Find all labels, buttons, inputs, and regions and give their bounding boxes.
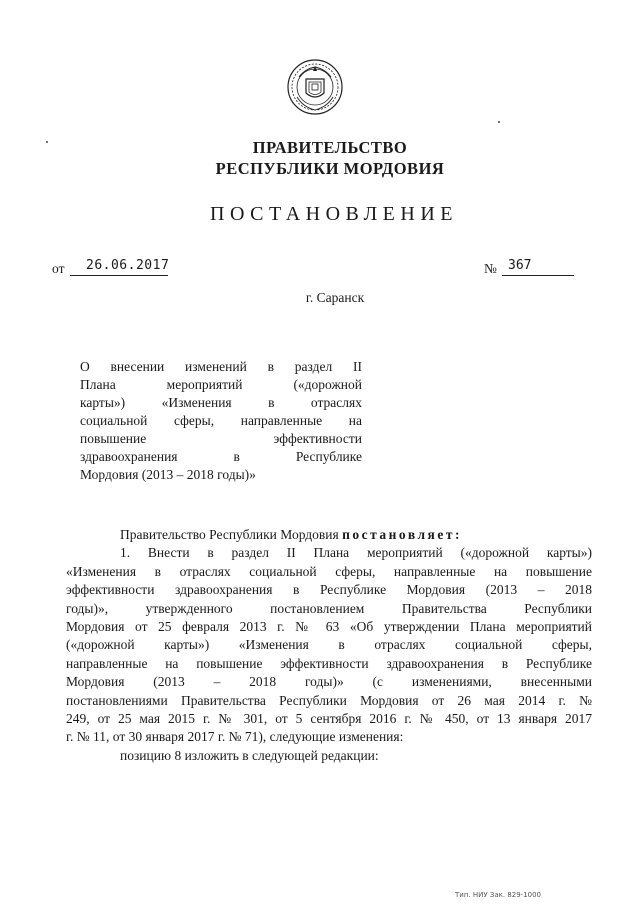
scan-speck: [46, 141, 48, 143]
scan-speck: [498, 121, 500, 123]
subject-line: повышение эффективности: [80, 431, 362, 446]
item1-line: Мордовия (2013 – 2018 годы)» (с изменениями, внесенными: [66, 674, 592, 690]
intro-paragraph: [66, 526, 592, 544]
document-date: 26.06.2017: [86, 258, 170, 273]
item1-line: направленные на повышение эффективности здравоохранения в Республике: [66, 655, 592, 671]
item1-line: г. № 11, от 30 января 2017 г. № 71), следующие изменения:: [66, 729, 404, 745]
item1-line: эффективности здравоохранения в Республике Мордовия (2013 – 2018: [66, 582, 592, 598]
subject-line: Мордовия (2013 – 2018 годы)»: [80, 467, 256, 482]
document-body: [66, 526, 592, 765]
subject-line: карты») «Изменения в отраслях: [80, 395, 362, 410]
subject-line: здравоохранения в Республике: [80, 449, 362, 464]
item1-line: («дорожной карты») «Изменения в отраслях социальной сферы,: [66, 637, 592, 653]
date-underline: [70, 275, 168, 276]
number-prefix: №: [484, 261, 497, 276]
item1-line: Мордовия от 25 февраля 2013 г. № 63 «Об утверждении Плана мероприятий: [66, 619, 592, 635]
city: г. Саранск: [305, 290, 365, 305]
document-type-title: ПОСТАНОВЛЕНИЕ: [210, 203, 458, 225]
government-title-line1: ПРАВИТЕЛЬСТВО: [252, 138, 408, 157]
subject-line: О внесении изменений в раздел II: [80, 359, 362, 374]
intro-prefix: Правительство Республики Мордовия: [120, 527, 339, 542]
intro-verb: постановляет:: [342, 527, 462, 542]
print-mark: Тип. НИУ Зак. 829-1000: [455, 891, 541, 899]
item1-paragraph: [66, 544, 592, 746]
item1-line: 1. Внести в раздел II Плана мероприятий («дорожной карты»): [120, 545, 592, 561]
item1-line: «Изменения в отраслях социальной сферы, направленные на повышение: [66, 563, 592, 579]
item1-line: годы)», утвержденного постановлением Правительства Республики: [66, 600, 592, 616]
document-subject: [80, 358, 362, 484]
date-prefix: от: [52, 261, 65, 276]
number-underline: [502, 275, 574, 276]
coat-of-arms-emblem: [285, 57, 345, 117]
document-number: 367: [508, 258, 532, 273]
subject-line: Плана мероприятий («дорожной: [80, 377, 362, 392]
item1-line: постановлениями Правительства Республики Мордовия от 26 мая 2014 г. №: [66, 692, 592, 708]
item2-paragraph: позицию 8 изложить в следующей редакции:: [120, 747, 379, 763]
item1-line: 249, от 25 мая 2015 г. № 301, от 5 сентября 2016 г. № 450, от 13 января 2017: [66, 711, 592, 727]
subject-line: социальной сферы, направленные на: [80, 413, 362, 428]
government-title-line2: РЕСПУБЛИКИ МОРДОВИЯ: [215, 159, 445, 178]
